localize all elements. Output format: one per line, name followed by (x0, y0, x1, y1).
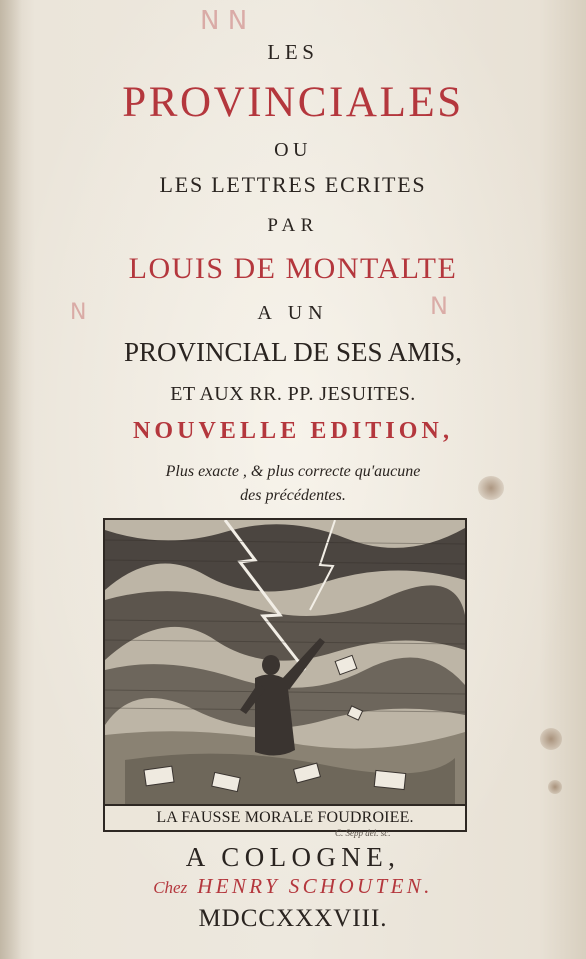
imprint-place: A COLOGNE, (185, 842, 401, 872)
pencil-mark-right: N (430, 292, 448, 320)
main-title: PROVINCIALES (122, 79, 464, 126)
engraving-storm-scene (105, 520, 465, 806)
foxing-stain (540, 728, 562, 750)
foxing-stain (478, 476, 504, 500)
edition-note-line-2: des précédentes. (240, 487, 346, 504)
imprint-printer-line (0, 874, 586, 899)
engraver-signature: C. Sepp del. sc. (335, 828, 391, 838)
foxing-stain (548, 780, 562, 794)
pencil-mark-left: N (70, 300, 87, 325)
title-line-les: LES (267, 40, 319, 64)
subtitle-lettres: LES LETTRES ECRITES (159, 172, 427, 197)
title-line-jesuites: ET AUX RR. PP. JESUITES. (170, 383, 416, 405)
title-line-ou: OU (274, 139, 312, 161)
imprint-year: MDCCXXXVIII. (198, 905, 388, 932)
title-line-provincial: PROVINCIAL DE SES AMIS, (123, 337, 463, 367)
pencil-mark-top: N N (200, 6, 248, 36)
title-line-par: PAR (267, 215, 319, 236)
plate-caption: LA FAUSSE MORALE FOUDROIEE. (105, 804, 465, 830)
imprint-printer: HENRY SCHOUTEN. (197, 874, 433, 898)
edition-note-line-1: Plus exacte , & plus correcte qu'aucune (165, 463, 421, 480)
title-line-a-un: A UN (257, 302, 329, 324)
imprint-chez: Chez (153, 878, 188, 897)
author-name: LOUIS DE MONTALTE (128, 252, 458, 285)
engraved-vignette (103, 518, 467, 832)
edition-statement: NOUVELLE EDITION, (132, 418, 454, 444)
